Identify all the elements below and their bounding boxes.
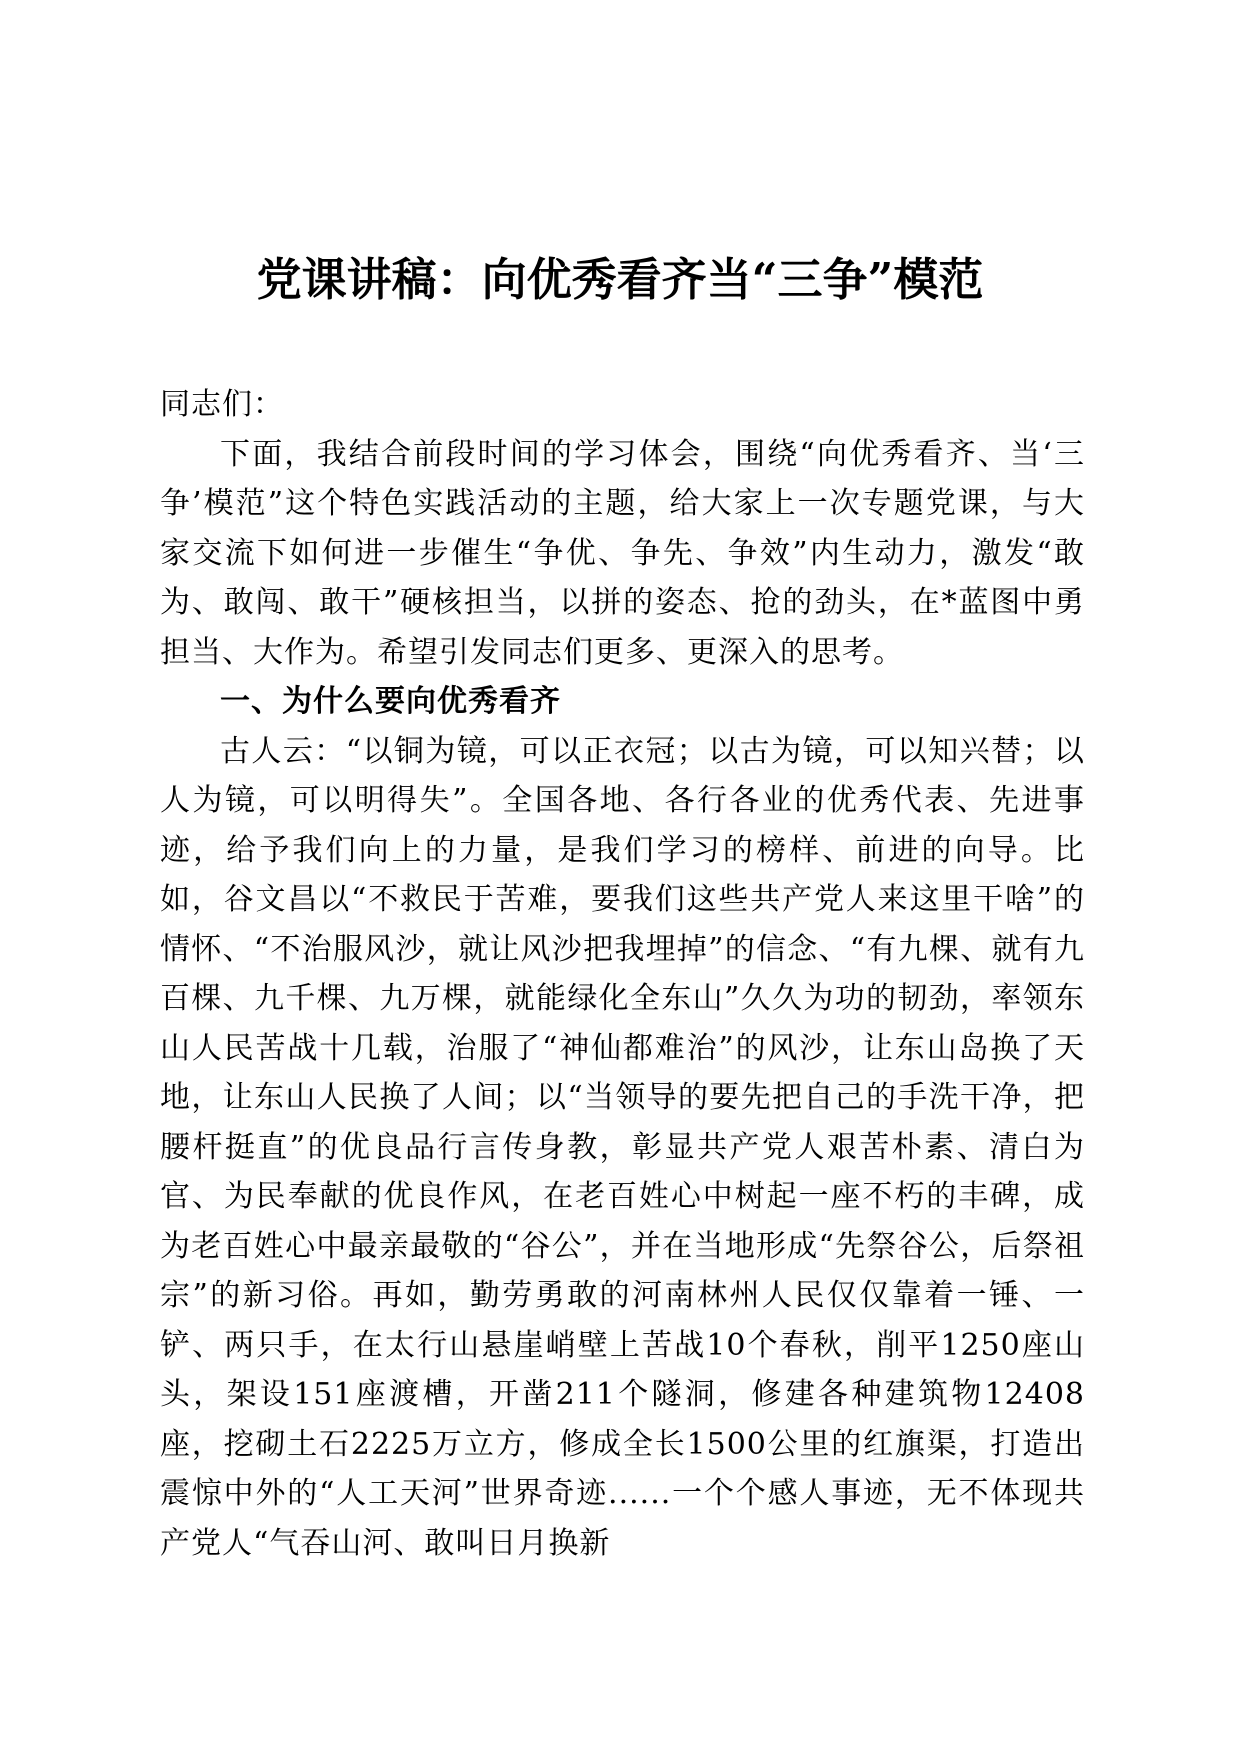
intro-paragraph: 下面，我结合前段时间的学习体会，围绕“向优秀看齐、当‘三争’模范”这个特色实践活动的主题，给大家上一次专题党课，与大家交流下如何进一步催生“争优、争先、争效”内生动力，激发“敢为、敢闯、敢干”硬核担当，以拼的姿态、抢的劲头，在*蓝图中勇担当、大作为。希望引发同志们更多、更深入的思考。: [160, 436, 1085, 670]
section-heading: 一、为什么要向优秀看齐: [220, 684, 561, 719]
document-body: [160, 380, 1085, 1568]
salutation: 同志们：: [160, 387, 284, 422]
document-title: 党课讲稿：向优秀看齐当“三争”模范: [256, 253, 984, 306]
section-paragraph: 古人云：“以铜为镜，可以正衣冠；以古为镜，可以知兴替；以人为镜，可以明得失”。全国各地、各行各业的优秀代表、先进事迹，给予我们向上的力量，是我们学习的榜样、前进的向导。比如，谷文昌以“不救民于苦难，要我们这些共产党人来这里干啥”的情怀、“不治服风沙，就让风沙把我埋掉”的信念、“有九棵、就有九百棵、九千棵、九万棵，就能绿化全东山”久久为功的韧劲，率领东山人民苦战十几载，治服了“神仙都难治”的风沙，让东山岛换了天地，让东山人民换了人间；以“当领导的要先把自己的手洗干净，把腰杆挺直”的优良品行言传身教，彰显共产党人艰苦朴素、清白为官、为民奉献的优良作风，在老百姓心中树起一座不朽的丰碑，成为老百姓心中最亲最敬的“谷公”，并在当地形成“先祭谷公，后祭祖宗”的新习俗。再如，勤劳勇敢的河南林州人民仅仅靠着一锤、一铲、两只手，在太行山悬崖峭壁上苦战10个春秋，削平1250座山头，架设151座渡槽，开凿211个隧洞，修建各种建筑物12408座，挖砌土石2225万立方，修成全长1500公里的红旗渠，打造出震惊中外的“人工天河”世界奇迹......一个个感人事迹，无不体现共产党人“气吞山河、敢叫日月换新: [160, 733, 1085, 1561]
